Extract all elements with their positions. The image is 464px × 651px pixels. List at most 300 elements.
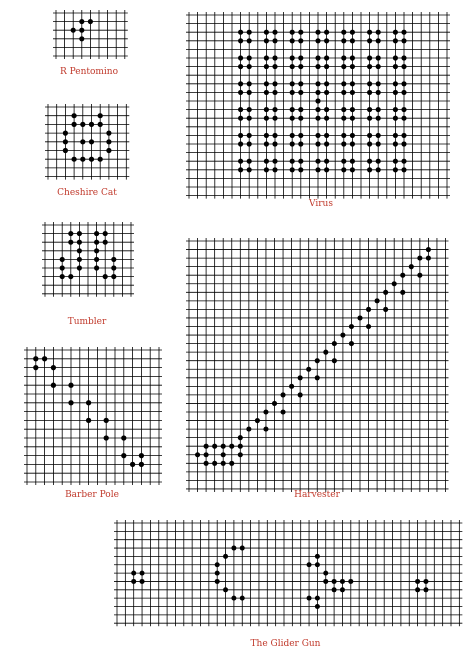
glider-gun-grid <box>114 520 462 626</box>
live-cell <box>140 579 145 584</box>
live-cell <box>315 562 320 567</box>
live-cell <box>77 231 82 236</box>
live-cell <box>231 596 236 601</box>
live-cell <box>367 30 372 35</box>
live-cell <box>247 38 252 43</box>
live-cell <box>401 90 406 95</box>
live-cell <box>63 130 68 135</box>
live-cell <box>423 587 428 592</box>
panel-r-pentomino <box>53 10 125 82</box>
live-cell <box>367 55 372 60</box>
live-cell <box>77 248 82 253</box>
live-cell <box>223 587 228 592</box>
live-cell <box>298 81 303 86</box>
live-cell <box>60 257 65 262</box>
live-cell <box>401 30 406 35</box>
live-cell <box>240 596 245 601</box>
live-cell <box>350 141 355 146</box>
live-cell <box>272 64 277 69</box>
live-cell <box>238 64 243 69</box>
live-cell <box>290 81 295 86</box>
live-cell <box>376 133 381 138</box>
live-cell <box>315 596 320 601</box>
live-cell <box>247 116 252 121</box>
live-cell <box>392 281 397 286</box>
live-cell <box>324 133 329 138</box>
live-cell <box>401 116 406 121</box>
live-cell <box>341 81 346 86</box>
live-cell <box>340 579 345 584</box>
live-cell <box>350 38 355 43</box>
live-cell <box>350 133 355 138</box>
live-cell <box>350 30 355 35</box>
live-cell <box>264 133 269 138</box>
live-cell <box>247 141 252 146</box>
live-cell <box>272 159 277 164</box>
live-cell <box>366 324 371 329</box>
live-cell <box>315 64 320 69</box>
live-cell <box>315 375 320 380</box>
live-cell <box>238 133 243 138</box>
live-cell <box>298 167 303 172</box>
glider-gun-caption: The Glider Gun <box>250 639 321 649</box>
live-cell <box>350 159 355 164</box>
live-cell <box>238 167 243 172</box>
live-cell <box>393 30 398 35</box>
live-cell <box>367 116 372 121</box>
live-cell <box>238 81 243 86</box>
live-cell <box>357 315 362 320</box>
live-cell <box>104 435 109 440</box>
live-cell <box>350 167 355 172</box>
live-cell <box>393 81 398 86</box>
live-cell <box>376 30 381 35</box>
live-cell <box>332 579 337 584</box>
live-cell <box>350 55 355 60</box>
live-cell <box>401 141 406 146</box>
live-cell <box>423 579 428 584</box>
live-cell <box>298 116 303 121</box>
live-cell <box>367 133 372 138</box>
live-cell <box>349 324 354 329</box>
live-cell <box>60 265 65 270</box>
live-cell <box>94 240 99 245</box>
live-cell <box>272 30 277 35</box>
live-cell <box>272 116 277 121</box>
live-cell <box>315 604 320 609</box>
live-cell <box>306 367 311 372</box>
live-cell <box>350 116 355 121</box>
live-cell <box>221 461 226 466</box>
live-cell <box>238 141 243 146</box>
live-cell <box>280 392 285 397</box>
live-cell <box>298 64 303 69</box>
panel-harvester <box>186 238 448 502</box>
live-cell <box>415 587 420 592</box>
live-cell <box>247 55 252 60</box>
live-cell <box>340 332 345 337</box>
live-cell <box>367 141 372 146</box>
live-cell <box>367 64 372 69</box>
live-cell <box>324 55 329 60</box>
live-cell <box>393 90 398 95</box>
live-cell <box>240 546 245 551</box>
live-cell <box>89 139 94 144</box>
live-cell <box>341 167 346 172</box>
live-cell <box>401 55 406 60</box>
live-cell <box>376 55 381 60</box>
live-cell <box>139 453 144 458</box>
live-cell <box>80 139 85 144</box>
live-cell <box>400 290 405 295</box>
live-cell <box>332 358 337 363</box>
live-cell <box>94 231 99 236</box>
live-cell <box>264 64 269 69</box>
live-cell <box>103 274 108 279</box>
live-cell <box>401 38 406 43</box>
live-cell <box>89 157 94 162</box>
tumbler-caption: Tumbler <box>67 317 107 327</box>
live-cell <box>212 444 217 449</box>
live-cell <box>341 107 346 112</box>
live-cell <box>121 453 126 458</box>
live-cell <box>264 159 269 164</box>
live-cell <box>247 167 252 172</box>
live-cell <box>272 141 277 146</box>
live-cell <box>247 107 252 112</box>
panel-barber-pole <box>24 347 160 503</box>
live-cell <box>393 133 398 138</box>
live-cell <box>280 409 285 414</box>
live-cell <box>263 409 268 414</box>
live-cell <box>106 148 111 153</box>
live-cell <box>315 38 320 43</box>
live-cell <box>264 30 269 35</box>
live-cell <box>324 141 329 146</box>
live-cell <box>223 554 228 559</box>
live-cell <box>238 444 243 449</box>
harvester-caption: Harvester <box>294 490 340 500</box>
live-cell <box>341 159 346 164</box>
live-cell <box>348 579 353 584</box>
live-cell <box>401 159 406 164</box>
live-cell <box>229 444 234 449</box>
live-cell <box>238 435 243 440</box>
live-cell <box>315 55 320 60</box>
live-cell <box>68 400 73 405</box>
live-cell <box>98 157 103 162</box>
live-cell <box>221 444 226 449</box>
live-cell <box>204 444 209 449</box>
live-cell <box>60 274 65 279</box>
live-cell <box>131 579 136 584</box>
live-cell <box>106 130 111 135</box>
live-cell <box>80 122 85 127</box>
live-cell <box>238 30 243 35</box>
live-cell <box>264 55 269 60</box>
live-cell <box>298 392 303 397</box>
cheshire-cat-grid <box>45 104 129 180</box>
live-cell <box>131 571 136 576</box>
live-cell <box>383 290 388 295</box>
live-cell <box>290 55 295 60</box>
live-cell <box>289 384 294 389</box>
live-cell <box>393 141 398 146</box>
live-cell <box>376 64 381 69</box>
live-cell <box>367 107 372 112</box>
virus-caption: Virus <box>309 199 333 209</box>
live-cell <box>315 133 320 138</box>
live-cell <box>68 240 73 245</box>
live-cell <box>341 133 346 138</box>
barber-pole-caption: Barber Pole <box>65 490 119 500</box>
live-cell <box>298 38 303 43</box>
live-cell <box>247 133 252 138</box>
live-cell <box>79 28 84 33</box>
live-cell <box>63 139 68 144</box>
live-cell <box>324 30 329 35</box>
live-cell <box>98 122 103 127</box>
live-cell <box>349 341 354 346</box>
live-cell <box>215 562 220 567</box>
live-cell <box>140 571 145 576</box>
live-cell <box>247 159 252 164</box>
live-cell <box>376 167 381 172</box>
live-cell <box>290 107 295 112</box>
live-cell <box>71 122 76 127</box>
live-cell <box>290 133 295 138</box>
cheshire-cat-caption: Cheshire Cat <box>57 188 117 198</box>
live-cell <box>212 461 217 466</box>
live-cell <box>315 81 320 86</box>
live-cell <box>417 273 422 278</box>
barber-pole-grid <box>24 347 162 485</box>
live-cell <box>324 38 329 43</box>
live-cell <box>341 90 346 95</box>
live-cell <box>68 383 73 388</box>
live-cell <box>71 113 76 118</box>
live-cell <box>264 38 269 43</box>
live-cell <box>263 427 268 432</box>
live-cell <box>298 107 303 112</box>
live-cell <box>51 365 56 370</box>
live-cell <box>393 167 398 172</box>
live-cell <box>315 30 320 35</box>
live-cell <box>376 116 381 121</box>
live-cell <box>238 55 243 60</box>
live-cell <box>264 107 269 112</box>
live-cell <box>298 90 303 95</box>
live-cell <box>323 571 328 576</box>
live-cell <box>68 274 73 279</box>
live-cell <box>417 256 422 261</box>
r-pentomino-caption: R Pentomino <box>59 67 119 77</box>
live-cell <box>79 19 84 24</box>
live-cell <box>375 298 380 303</box>
live-cell <box>264 90 269 95</box>
live-cell <box>315 90 320 95</box>
live-cell <box>376 159 381 164</box>
live-cell <box>315 167 320 172</box>
live-cell <box>204 452 209 457</box>
live-cell <box>247 90 252 95</box>
live-cell <box>103 240 108 245</box>
r-pentomino-grid <box>53 10 128 59</box>
live-cell <box>415 579 420 584</box>
live-cell <box>98 113 103 118</box>
live-cell <box>315 554 320 559</box>
live-cell <box>111 265 116 270</box>
live-cell <box>264 116 269 121</box>
live-cell <box>393 38 398 43</box>
live-cell <box>376 141 381 146</box>
live-cell <box>231 546 236 551</box>
live-cell <box>272 90 277 95</box>
live-cell <box>290 141 295 146</box>
live-cell <box>341 116 346 121</box>
live-cell <box>341 38 346 43</box>
live-cell <box>94 248 99 253</box>
live-cell <box>229 461 234 466</box>
live-cell <box>195 452 200 457</box>
live-cell <box>401 81 406 86</box>
live-cell <box>324 90 329 95</box>
live-cell <box>247 64 252 69</box>
live-cell <box>341 55 346 60</box>
live-cell <box>238 116 243 121</box>
live-cell <box>264 141 269 146</box>
live-cell <box>298 55 303 60</box>
live-cell <box>367 159 372 164</box>
live-cell <box>238 159 243 164</box>
live-cell <box>290 90 295 95</box>
live-cell <box>376 38 381 43</box>
live-cell <box>393 107 398 112</box>
live-cell <box>77 265 82 270</box>
live-cell <box>324 107 329 112</box>
live-cell <box>409 264 414 269</box>
live-cell <box>367 38 372 43</box>
live-cell <box>71 28 76 33</box>
live-cell <box>89 122 94 127</box>
live-cell <box>51 383 56 388</box>
live-cell <box>341 30 346 35</box>
live-cell <box>272 167 277 172</box>
live-cell <box>238 90 243 95</box>
live-cell <box>215 579 220 584</box>
live-cell <box>324 159 329 164</box>
live-cell <box>367 90 372 95</box>
live-cell <box>290 167 295 172</box>
live-cell <box>341 141 346 146</box>
live-cell <box>79 36 84 41</box>
live-cell <box>272 107 277 112</box>
live-cell <box>323 350 328 355</box>
live-cell <box>88 19 93 24</box>
panel-glider-gun <box>114 520 457 651</box>
live-cell <box>298 141 303 146</box>
panel-tumbler <box>42 222 132 330</box>
live-cell <box>324 116 329 121</box>
live-cell <box>315 358 320 363</box>
live-cell <box>307 562 312 567</box>
live-cell <box>238 452 243 457</box>
live-cell <box>341 64 346 69</box>
live-cell <box>323 579 328 584</box>
live-cell <box>68 231 73 236</box>
live-cell <box>86 400 91 405</box>
live-cell <box>272 133 277 138</box>
live-cell <box>80 157 85 162</box>
live-cell <box>255 418 260 423</box>
live-cell <box>33 365 38 370</box>
live-cell <box>298 30 303 35</box>
live-cell <box>111 274 116 279</box>
harvester-grid <box>186 238 449 492</box>
live-cell <box>215 571 220 576</box>
live-cell <box>247 30 252 35</box>
live-cell <box>33 356 38 361</box>
live-cell <box>111 257 116 262</box>
tumbler-grid <box>42 222 134 297</box>
live-cell <box>77 240 82 245</box>
live-cell <box>315 116 320 121</box>
live-cell <box>246 427 251 432</box>
live-cell <box>77 257 82 262</box>
live-cell <box>383 307 388 312</box>
live-cell <box>332 341 337 346</box>
live-cell <box>315 159 320 164</box>
live-cell <box>426 247 431 252</box>
live-cell <box>290 64 295 69</box>
live-cell <box>86 418 91 423</box>
live-cell <box>376 90 381 95</box>
live-cell <box>272 55 277 60</box>
live-cell <box>315 141 320 146</box>
live-cell <box>139 462 144 467</box>
panel-cheshire-cat <box>45 104 129 202</box>
live-cell <box>298 159 303 164</box>
live-cell <box>340 587 345 592</box>
live-cell <box>393 64 398 69</box>
live-cell <box>367 81 372 86</box>
live-cell <box>393 55 398 60</box>
live-cell <box>290 38 295 43</box>
live-cell <box>298 133 303 138</box>
live-cell <box>315 107 320 112</box>
live-cell <box>315 98 320 103</box>
live-cell <box>324 64 329 69</box>
live-cell <box>393 116 398 121</box>
live-cell <box>94 265 99 270</box>
live-cell <box>103 231 108 236</box>
live-cell <box>401 107 406 112</box>
live-cell <box>204 461 209 466</box>
live-cell <box>298 375 303 380</box>
live-cell <box>324 167 329 172</box>
live-cell <box>264 81 269 86</box>
live-cell <box>350 107 355 112</box>
live-cell <box>238 107 243 112</box>
live-cell <box>106 139 111 144</box>
live-cell <box>350 81 355 86</box>
live-cell <box>367 167 372 172</box>
virus-grid <box>186 12 450 199</box>
live-cell <box>401 64 406 69</box>
live-cell <box>238 38 243 43</box>
live-cell <box>272 38 277 43</box>
live-cell <box>426 256 431 261</box>
